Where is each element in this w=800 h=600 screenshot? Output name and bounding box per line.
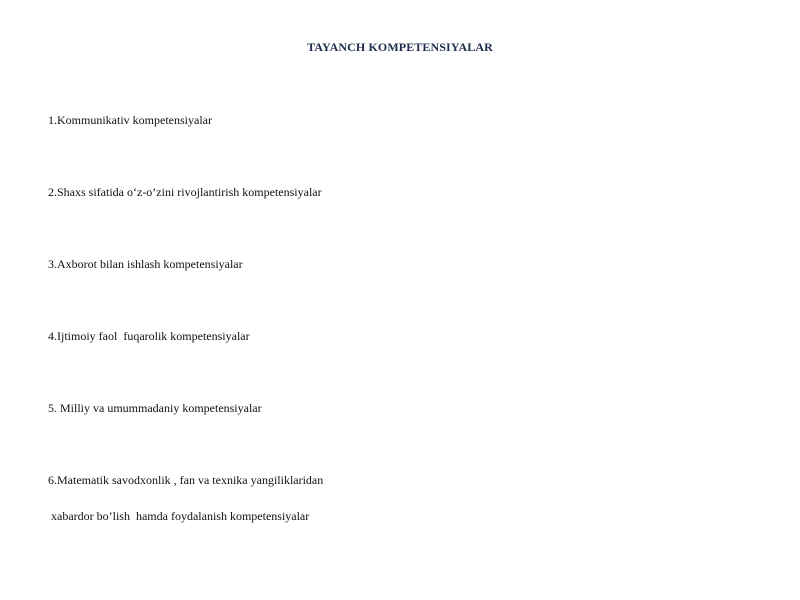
page-title: TAYANCH KOMPETENSIYALAR [307, 40, 493, 54]
list-item: 1.Kommunikativ kompetensiyalar [48, 113, 212, 127]
list-item: 4.Ijtimoiy faol fuqarolik kompetensiyalar [48, 329, 250, 343]
list-item: 6.Matematik savodxonlik , fan va texnika yangiliklaridan [48, 473, 324, 487]
list-item: 3.Axborot bilan ishlash kompetensiyalar [48, 257, 243, 271]
list-item-continuation: xabardor bo’lish hamda foydalanish kompetensiyalar [48, 509, 310, 523]
list-item: 5. Milliy va umummadaniy kompetensiyalar [48, 401, 262, 415]
list-item: 2.Shaxs sifatida o‘z-o’zini rivojlantirish kompetensiyalar [48, 185, 322, 199]
